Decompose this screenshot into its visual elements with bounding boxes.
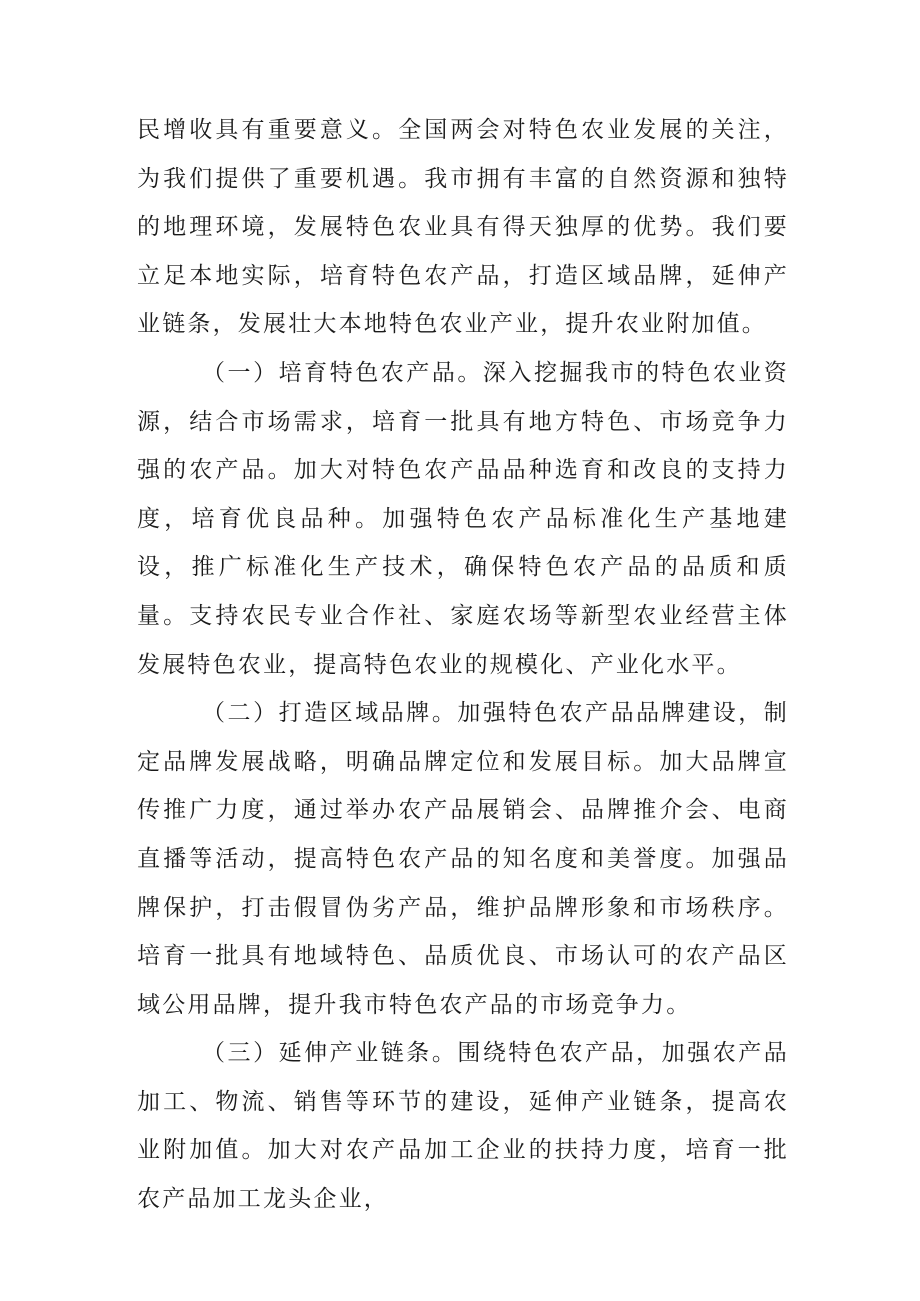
paragraph-section-1: （一）培育特色农产品。深入挖掘我市的特色农业资源，结合市场需求，培育一批具有地方特色、市场竞争力强的农产品。加大对特色农产品品种选育和改良的支持力度，培育优良品种。加强特色农产品标准化生产基地建设，推广标准化生产技术，确保特色农产品的品质和质量。支持农民专业合作社、家庭农场等新型农业经营主体发展特色农业，提高特色农业的规模化、产业化水平。	[137, 359, 789, 678]
paragraph-section-3: （三）延伸产业链条。围绕特色农产品，加强农产品加工、物流、销售等环节的建设，延伸产业链条，提高农业附加值。加大对农产品加工企业的扶持力度，培育一批农产品加工龙头企业，	[137, 1040, 789, 1213]
paragraph-section-2: （二）打造区域品牌。加强特色农产品品牌建设，制定品牌发展战略，明确品牌定位和发展目标。加大品牌宣传推广力度，通过举办农产品展销会、品牌推介会、电商直播等活动，提高特色农产品的知名度和美誉度。加强品牌保护，打击假冒伪劣产品，维护品牌形象和市场秩序。培育一批具有地域特色、品质优良、市场认可的农产品区域公用品牌，提升我市特色农产品的市场竞争力。	[137, 700, 789, 1018]
paragraph-intro: 民增收具有重要意义。全国两会对特色农业发展的关注，为我们提供了重要机遇。我市拥有丰富的自然资源和独特的地理环境，发展特色农业具有得天独厚的优势。我们要立足本地实际，培育特色农产品，打造区域品牌，延伸产业链条，发展壮大本地特色农业产业，提升农业附加值。	[137, 117, 789, 338]
document-body	[137, 106, 789, 1224]
